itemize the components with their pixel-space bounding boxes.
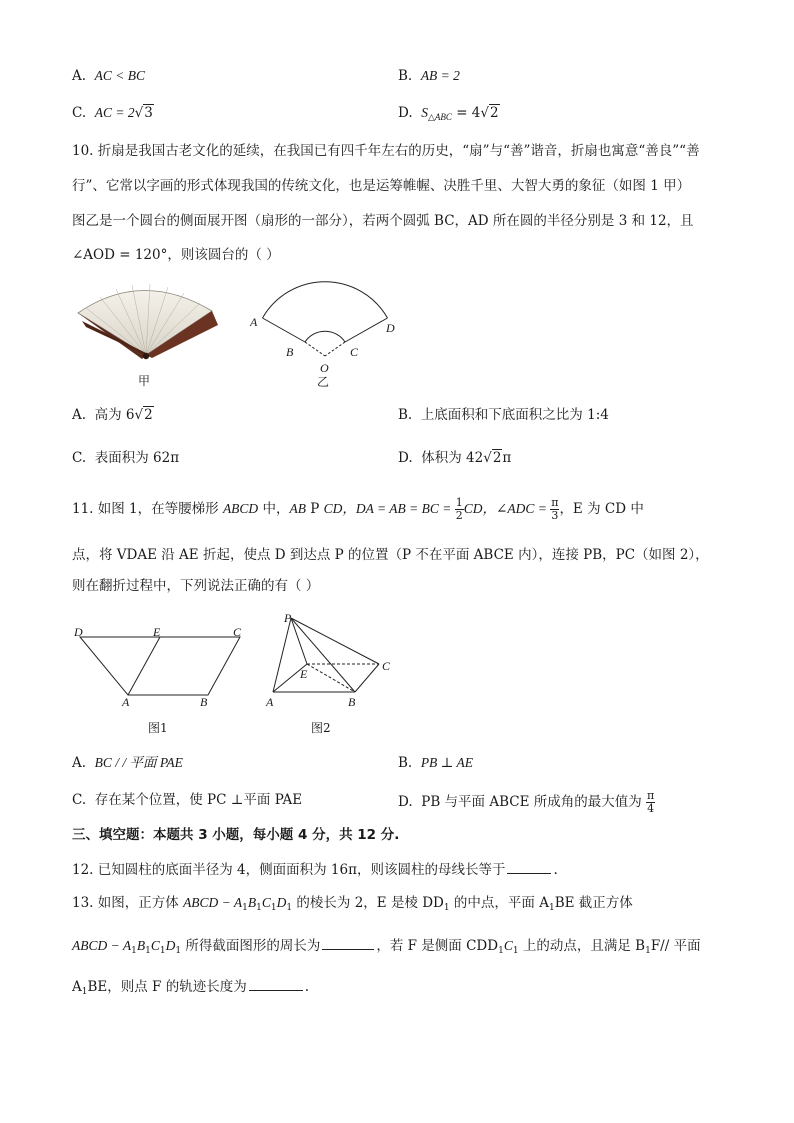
q11-line-1: 11. 如图 1，在等腰梯形 ABCD 中，AB P CD，DA = AB = BC = $\frac{1}{2}$ CD，∠ADC = $\frac{\pi}{3}$ ，E 为 CD 中 [72, 496, 644, 522]
fig1-point-d: D [74, 625, 83, 639]
q9-option-d: D. $S_{\triangle ABC} = 4√2$ [398, 105, 499, 122]
trapezoid-figure-1 [72, 625, 252, 705]
q11-line-3: 则在翻折过程中，下列说法正确的有（ ） [72, 578, 320, 594]
point-o-label: O [320, 361, 329, 375]
q10-option-b: B. 上底面积和下底面积之比为 1:4 [398, 407, 609, 423]
q11-option-d: D. PB 与平面 ABCE 所成角的最大值为 $\frac{\pi}{4}$ [398, 789, 655, 815]
point-d-label: D [386, 321, 395, 335]
fig2-point-p: P [284, 611, 292, 625]
fig1-point-a: A [122, 695, 130, 709]
q11-option-a: A. BC / / 平面 PAE [72, 755, 183, 771]
fig-label-jia: 甲 [138, 374, 151, 388]
q9-option-a: A. AC < BC [72, 68, 146, 84]
q10-option-a: A. 高为 6√2 [72, 407, 153, 423]
fig2-caption: 图2 [311, 721, 331, 735]
fig1-point-e: E [153, 625, 161, 639]
q11-line-2: 点，将 VDAE 沿 AE 折起，使点 D 到达点 P 的位置（P 不在平面 ABCE 内），连接 PB，PC（如图 2）， [72, 547, 709, 563]
q10-option-c: C. 表面积为 62π [72, 450, 180, 466]
q13-line-2: ABCD − $A_1B_1C_1D_1$ 所得截面图形的周长为 ，若 F 是侧面 $CDD_1C_1$ 上的动点，且满足 $B_1F//$ 平面 [72, 935, 701, 961]
q11-option-c: C. 存在某个位置，使 PC ⊥平面 PAE [72, 792, 303, 808]
point-a-label: A [250, 315, 258, 329]
fig1-caption: 图1 [148, 721, 168, 735]
fig2-point-b: B [348, 695, 356, 709]
section-3-heading: 三、填空题：本题共 3 小题，每小题 4 分，共 12 分. [72, 827, 400, 843]
q10-option-d: D. 体积为 42√2π [398, 450, 512, 466]
q9-option-c: C. AC = 2√3 [72, 105, 153, 121]
fig2-point-c: C [382, 659, 391, 673]
q10-line-4: ∠AOD = 120°，则该圆台的（ ） [72, 247, 280, 263]
fig2-point-a: A [266, 695, 274, 709]
fig1-point-c: C [233, 625, 242, 639]
q11-option-b: B. PB ⊥ AE [398, 755, 473, 771]
q10-line-3: 图乙是一个圆台的侧面展开图（扇形的一部分），若两个圆弧 BC，AD 所在圆的半径分别是 3 和 12，且 [72, 213, 694, 229]
point-b-label: B [286, 345, 294, 359]
point-c-label: C [350, 345, 359, 359]
q10-line-2: 行”、它常以字画的形式体现我国的传统文化，也是运筹帷幄、决胜千里、大智大勇的象征（如图 1 甲） [72, 178, 691, 194]
folding-fan-figure [72, 275, 222, 370]
fig1-point-b: B [200, 695, 208, 709]
q12-line: 12. 已知圆柱的底面半径为 4，侧面面积为 16π，则该圆柱的母线长等于 . [72, 859, 558, 880]
q10-line-1: 10. 折扇是我国古老文化的延续，在我国已有四千年左右的历史，“扇”与“善”谐音，折扇也寓意“善良”“善 [72, 143, 700, 159]
q13-line-3: $A_1BE$，则点 F 的轨迹长度为 . [72, 976, 309, 1002]
q9-option-b: B. AB = 2 [398, 68, 460, 84]
fig2-point-e: E [300, 667, 308, 681]
q13-line-1: 13. 如图，正方体 ABCD − $A_1B_1C_1D_1$ 的棱长为 2，E 是棱 $DD_1$ 的中点，平面 $A_1BE$ 截正方体 [72, 895, 633, 913]
fig-label-yi: 乙 [317, 375, 330, 389]
